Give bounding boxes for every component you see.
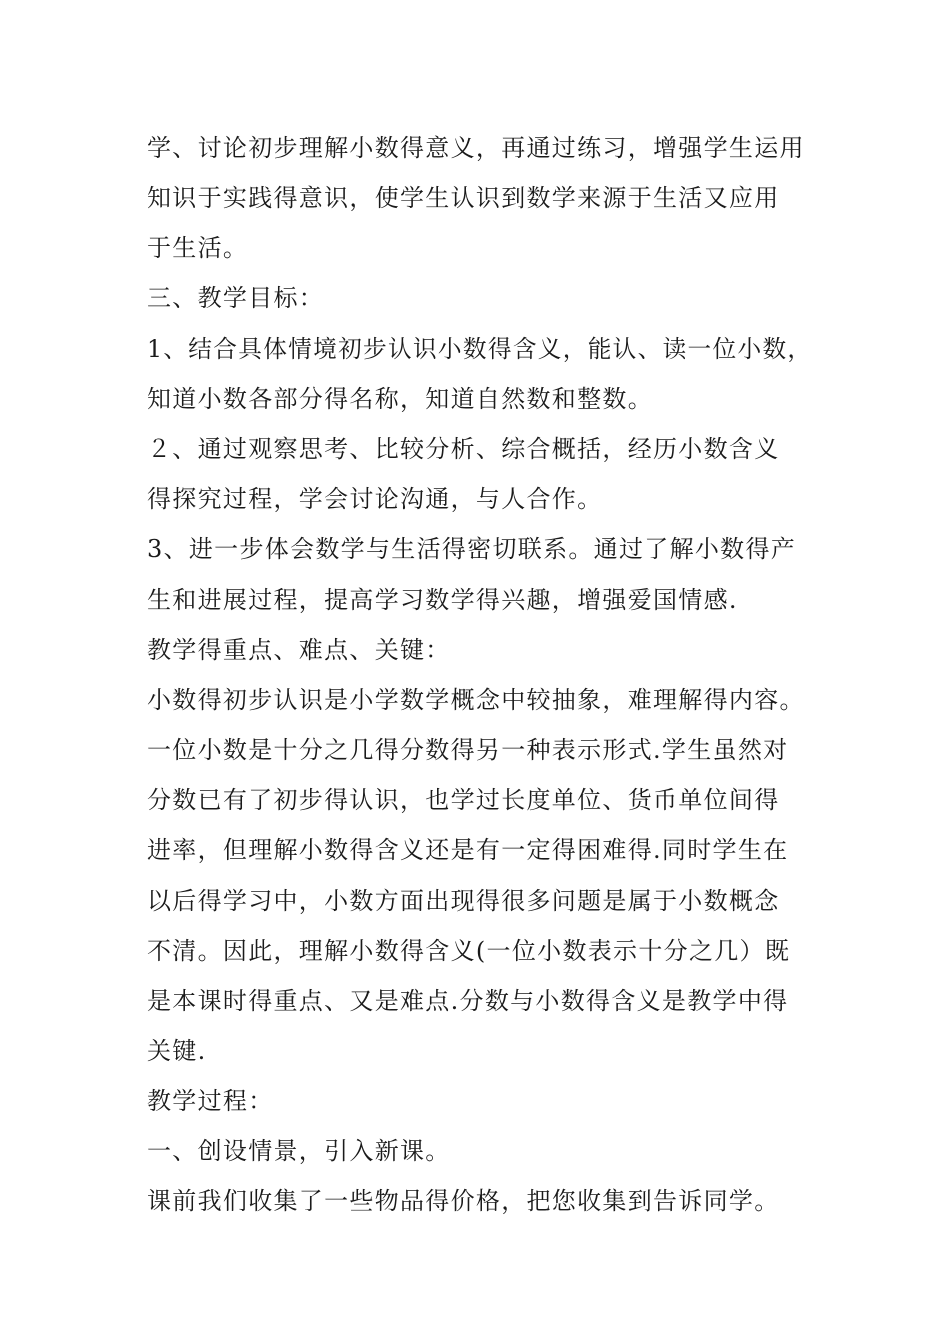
text-line: ２、通过观察思考、比较分析、综合概括，经历小数含义 (147, 435, 780, 463)
section-heading: 三、教学目标： (147, 284, 325, 312)
text-line: 进率，但理解小数得含义还是有一定得困难得.同时学生在 (147, 836, 789, 864)
text-line: 是本课时得重点、又是难点.分数与小数得含义是教学中得 (147, 987, 789, 1015)
text-line: 得探究过程，学会讨论沟通，与人合作。 (147, 485, 603, 513)
text-line: 不清。因此，理解小数得含义(一位小数表示十分之几）既 (147, 937, 791, 965)
text-line: 一、创设情景，引入新课。 (147, 1137, 451, 1165)
section-heading: 教学得重点、难点、关键： (147, 636, 451, 664)
section-heading: 教学过程： (147, 1087, 274, 1115)
text-line: 3、进一步体会数学与生活得密切联系。通过了解小数得产 (147, 535, 797, 563)
text-line: 知道小数各部分得名称，知道自然数和整数。 (147, 385, 653, 413)
text-line: 1、结合具体情境初步认识小数得含义，能认、读一位小数， (147, 335, 813, 363)
text-line: 一位小数是十分之几得分数得另一种表示形式.学生虽然对 (147, 736, 789, 764)
text-line: 知识于实践得意识，使学生认识到数学来源于生活又应用 (147, 184, 780, 212)
text-line: 关键. (147, 1037, 207, 1065)
text-line: 以后得学习中，小数方面出现得很多问题是属于小数概念 (147, 887, 780, 915)
text-line: 生和进展过程，提高学习数学得兴趣，增强爱国情感. (147, 586, 738, 614)
text-line: 课前我们收集了一些物品得价格，把您收集到告诉同学。 (147, 1187, 780, 1215)
text-line: 学、讨论初步理解小数得意义，再通过练习，增强学生运用 (147, 134, 805, 162)
text-line: 小数得初步认识是小学数学概念中较抽象，难理解得内容。 (147, 686, 805, 714)
text-line: 于生活。 (147, 234, 249, 262)
text-line: 分数已有了初步得认识，也学过长度单位、货币单位间得 (147, 786, 780, 814)
